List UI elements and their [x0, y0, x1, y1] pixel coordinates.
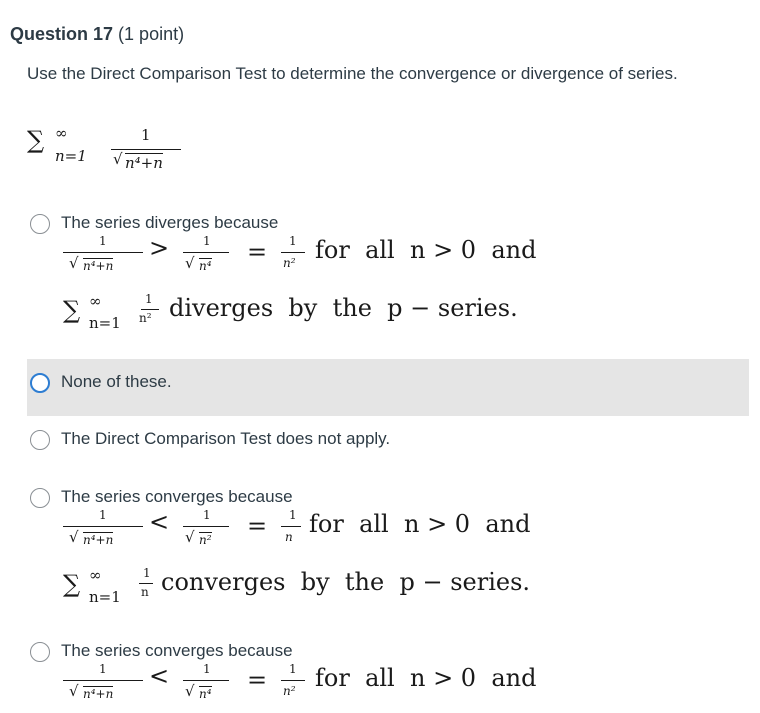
sum-upper: ∞ [89, 292, 102, 310]
relation: > [149, 234, 170, 262]
series-expression [27, 122, 207, 182]
sqrt-icon: √ [185, 528, 195, 546]
option-math [63, 662, 713, 710]
sum-upper: ∞ [89, 566, 102, 584]
sum-frac-num: 1 [143, 566, 151, 580]
conclusion-text: diverges by the p − series. [169, 294, 518, 322]
option-none[interactable] [27, 359, 749, 416]
frac2-den: n² [199, 533, 212, 547]
question-points: (1 point) [118, 24, 185, 44]
condition-text: for all n > 0 and [315, 236, 537, 264]
conclusion-text: converges by the p − series. [161, 568, 531, 596]
frac3-num: 1 [289, 662, 297, 676]
frac3-num: 1 [289, 234, 297, 248]
sqrt-icon: √ [113, 150, 123, 168]
frac2-num: 1 [203, 662, 211, 676]
frac-numer: 1 [141, 126, 151, 144]
frac3-den: n [285, 530, 293, 544]
sqrt-icon: √ [185, 682, 195, 700]
option-label: The series diverges because [61, 213, 279, 232]
frac1-num: 1 [99, 508, 107, 522]
equals: = [247, 512, 268, 540]
frac1-num: 1 [99, 234, 107, 248]
sum-symbol: ∑ [63, 570, 81, 598]
option-label: The Direct Comparison Test does not apply. [61, 429, 391, 448]
option-converges-1[interactable] [27, 486, 749, 616]
equals: = [247, 666, 268, 694]
condition-text: for all n > 0 and [315, 664, 537, 692]
frac2-den: n⁴ [199, 259, 212, 273]
option-diverges[interactable] [27, 210, 749, 340]
option-math [63, 234, 713, 334]
equals: = [247, 238, 268, 266]
option-converges-2[interactable] [27, 640, 749, 712]
sum-symbol: ∑ [63, 296, 81, 324]
sum-frac-num: 1 [145, 292, 153, 306]
frac1-den: n⁴+n [83, 687, 114, 701]
option-label: The series converges because [61, 641, 293, 660]
frac3-den: n² [283, 684, 296, 698]
sqrt-icon: √ [69, 528, 79, 546]
frac2-num: 1 [203, 234, 211, 248]
frac1-den: n⁴+n [83, 533, 114, 547]
frac2-num: 1 [203, 508, 211, 522]
sum-lower: n=1 [89, 314, 121, 332]
radio-button[interactable] [30, 430, 50, 450]
sum-upper: ∞ [55, 124, 68, 142]
sqrt-icon: √ [185, 254, 195, 272]
relation: < [149, 508, 170, 536]
condition-text: for all n > 0 and [309, 510, 531, 538]
frac2-den: n⁴ [199, 687, 212, 701]
question-prompt: Use the Direct Comparison Test to determine the convergence or divergence of series. [27, 64, 678, 83]
frac-denom: n⁴+n [125, 154, 163, 172]
question-header [10, 24, 184, 45]
radio-button[interactable] [30, 642, 50, 662]
radio-button[interactable] [30, 214, 50, 234]
series-fraction [111, 126, 181, 174]
relation: < [149, 662, 170, 690]
radio-button[interactable] [30, 373, 50, 393]
question-number: Question 17 [10, 24, 114, 44]
sum-lower: n=1 [89, 588, 121, 606]
sqrt-icon: √ [69, 682, 79, 700]
option-label: The series converges because [61, 487, 293, 506]
option-label: None of these. [61, 372, 172, 391]
sqrt-icon: √ [69, 254, 79, 272]
sum-frac-den: n [141, 585, 149, 599]
frac1-den: n⁴+n [83, 259, 114, 273]
frac3-den: n² [283, 256, 296, 270]
sum-frac-den: n² [139, 311, 152, 325]
frac1-num: 1 [99, 662, 107, 676]
option-does-not-apply[interactable] [27, 428, 749, 458]
sum-lower: n=1 [55, 147, 87, 165]
radio-button[interactable] [30, 488, 50, 508]
sum-symbol: ∑ [27, 126, 45, 154]
frac3-num: 1 [289, 508, 297, 522]
option-math [63, 508, 713, 608]
